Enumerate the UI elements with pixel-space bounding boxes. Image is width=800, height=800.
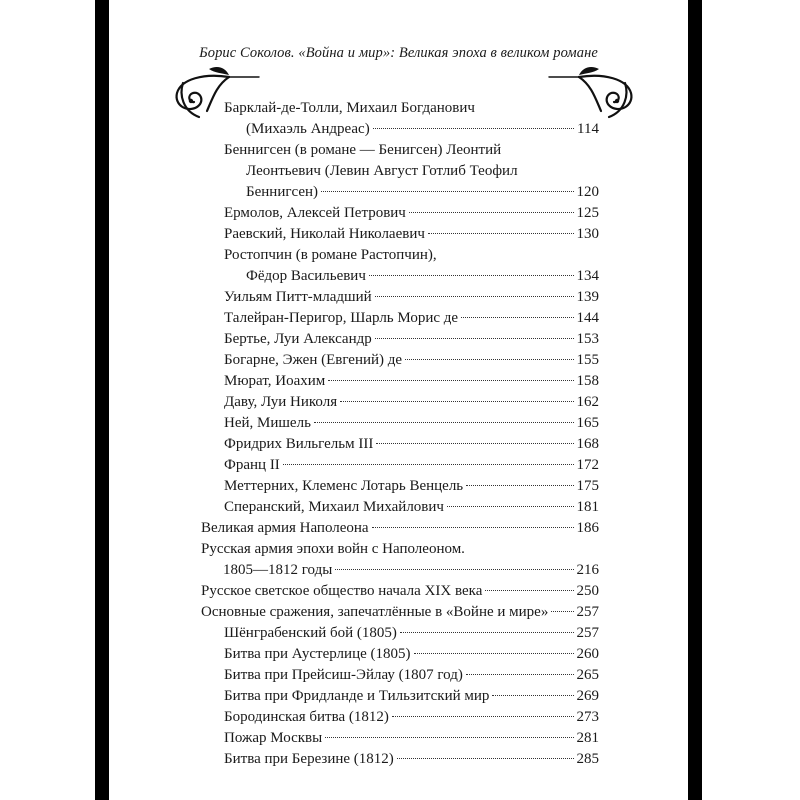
toc-entry-title: Основные сражения, запечатлённые в «Войне и мире» bbox=[201, 604, 549, 620]
toc-page-number: 120 bbox=[576, 184, 599, 200]
toc-page-number: 155 bbox=[576, 352, 599, 368]
toc-entry-title: Великая армия Наполеона bbox=[201, 520, 369, 536]
toc-page-number: 114 bbox=[577, 121, 599, 137]
toc-entry-title: Франц II bbox=[224, 457, 280, 473]
toc-entry-title: Барклай-де-Толли, Михаил Богданович bbox=[224, 100, 475, 116]
toc-entry-title: Бертье, Луи Александр bbox=[224, 331, 372, 347]
toc-entry[interactable] bbox=[201, 581, 599, 602]
toc-entry-title: Талейран-Перигор, Шарль Морис де bbox=[224, 310, 459, 326]
toc-entry[interactable] bbox=[224, 455, 599, 476]
toc-entry[interactable] bbox=[224, 371, 599, 392]
toc-entry-title: Уильям Питт-младший bbox=[224, 289, 372, 305]
toc-entry[interactable] bbox=[224, 287, 599, 308]
toc-entry-title: Бородинская битва (1812) bbox=[224, 709, 389, 725]
toc-entry-title: Беннигсен (в романе — Бенигсен) Леонтий bbox=[224, 142, 502, 158]
toc-entry[interactable] bbox=[224, 203, 599, 224]
toc-entry-title: Битва при Березине (1812) bbox=[224, 751, 394, 767]
toc-page-number: 285 bbox=[576, 751, 599, 767]
toc-page-number: 175 bbox=[576, 478, 599, 494]
dot-leader bbox=[314, 422, 574, 423]
toc-entry[interactable] bbox=[224, 623, 599, 644]
dot-leader bbox=[414, 653, 574, 654]
toc-page-number: 172 bbox=[576, 457, 599, 473]
dot-leader bbox=[397, 758, 574, 759]
right-dark-border bbox=[688, 0, 702, 800]
dot-leader bbox=[461, 317, 573, 318]
toc-page-number: 273 bbox=[576, 709, 599, 725]
left-dark-border bbox=[95, 0, 109, 800]
toc-page-number: 281 bbox=[576, 730, 599, 746]
toc-entry-title: Битва при Аустерлице (1805) bbox=[224, 646, 411, 662]
toc-page-number: 257 bbox=[576, 625, 599, 641]
toc-page-number: 139 bbox=[576, 289, 599, 305]
toc-entry[interactable] bbox=[201, 602, 599, 623]
toc-entry-title: Пожар Москвы bbox=[224, 730, 323, 746]
toc-entry[interactable] bbox=[201, 518, 599, 539]
toc-entry[interactable] bbox=[224, 392, 599, 413]
dot-leader bbox=[325, 737, 573, 738]
toc-entry-title: Фёдор Васильевич bbox=[246, 268, 366, 284]
toc-entry[interactable] bbox=[224, 434, 599, 455]
dot-leader bbox=[328, 380, 573, 381]
toc-page-number: 125 bbox=[576, 205, 599, 221]
dot-leader bbox=[375, 296, 574, 297]
toc-entry-title: Беннигсен) bbox=[246, 184, 319, 200]
toc-entry[interactable] bbox=[224, 749, 599, 770]
dot-leader bbox=[376, 443, 573, 444]
dot-leader bbox=[372, 527, 574, 528]
toc-page-number: 168 bbox=[576, 436, 599, 452]
toc-entry-title: Леонтьевич (Левин Август Готлиб Теофил bbox=[246, 163, 518, 179]
toc-entry-title: Ней, Мишель bbox=[224, 415, 311, 431]
dot-leader bbox=[447, 506, 574, 507]
toc-entry[interactable] bbox=[224, 686, 599, 707]
dot-leader bbox=[283, 464, 574, 465]
toc-entry[interactable] bbox=[224, 497, 599, 518]
toc-page-number: 162 bbox=[576, 394, 599, 410]
toc-entry-title: Раевский, Николай Николаевич bbox=[224, 226, 425, 242]
toc-page-number: 250 bbox=[576, 583, 599, 599]
toc-page-number: 153 bbox=[576, 331, 599, 347]
dot-leader bbox=[551, 611, 573, 612]
dot-leader bbox=[373, 128, 574, 129]
dot-leader bbox=[335, 569, 573, 570]
toc-entry-title: Русская армия эпохи войн с Наполеоном. bbox=[201, 541, 465, 557]
toc-entry[interactable] bbox=[224, 98, 599, 140]
toc-page-number: 130 bbox=[576, 226, 599, 242]
toc-entry-title: Богарне, Эжен (Евгений) де bbox=[224, 352, 403, 368]
toc-page-number: 257 bbox=[576, 604, 599, 620]
dot-leader bbox=[392, 716, 574, 717]
toc-entry-title: Ростопчин (в романе Растопчин), bbox=[224, 247, 437, 263]
toc-entry-title: Шёнграбенский бой (1805) bbox=[224, 625, 397, 641]
toc-entry[interactable] bbox=[224, 644, 599, 665]
running-header: Борис Соколов. «Война и мир»: Великая эпоха в великом романе bbox=[199, 45, 598, 61]
dot-leader bbox=[405, 359, 573, 360]
toc-entry-title: Сперанский, Михаил Михайлович bbox=[224, 499, 444, 515]
dot-leader bbox=[369, 275, 574, 276]
dot-leader bbox=[321, 191, 573, 192]
toc-entry-title: Фридрих Вильгельм III bbox=[224, 436, 374, 452]
toc-entry[interactable] bbox=[224, 476, 599, 497]
toc-page-number: 158 bbox=[576, 373, 599, 389]
toc-entry[interactable] bbox=[201, 539, 599, 581]
dot-leader bbox=[428, 233, 574, 234]
toc-entry-title: Мюрат, Иоахим bbox=[224, 373, 326, 389]
toc-page-number: 181 bbox=[576, 499, 599, 515]
toc-entry[interactable] bbox=[224, 224, 599, 245]
toc-entry[interactable] bbox=[224, 140, 599, 203]
dot-leader bbox=[492, 695, 573, 696]
toc-entry[interactable] bbox=[224, 308, 599, 329]
toc-page-number: 144 bbox=[576, 310, 599, 326]
toc-entry-title: Ермолов, Алексей Петрович bbox=[224, 205, 406, 221]
dot-leader bbox=[466, 674, 574, 675]
dot-leader bbox=[400, 632, 574, 633]
toc-entry-title: (Михаэль Андреас) bbox=[246, 121, 370, 137]
toc-page-number: 260 bbox=[576, 646, 599, 662]
toc-entry[interactable] bbox=[224, 245, 599, 287]
dot-leader bbox=[466, 485, 573, 486]
toc-page-number: 265 bbox=[576, 667, 599, 683]
dot-leader bbox=[485, 590, 573, 591]
book-page bbox=[109, 0, 688, 800]
toc-page-number: 186 bbox=[576, 520, 599, 536]
toc-entry[interactable] bbox=[224, 413, 599, 434]
toc-page-number: 165 bbox=[576, 415, 599, 431]
toc-entry-title: Русское светское общество начала XIX века bbox=[201, 583, 483, 599]
toc-entry[interactable] bbox=[224, 728, 599, 749]
dot-leader bbox=[375, 338, 574, 339]
toc-entry-title: 1805—1812 годы bbox=[223, 562, 333, 578]
toc-entry[interactable] bbox=[224, 707, 599, 728]
toc-page-number: 269 bbox=[576, 688, 599, 704]
toc-entry-title: Битва при Фридланде и Тильзитский мир bbox=[224, 688, 490, 704]
dot-leader bbox=[340, 401, 573, 402]
toc-entry-title: Меттерних, Клеменс Лотарь Венцель bbox=[224, 478, 464, 494]
toc-page-number: 216 bbox=[576, 562, 599, 578]
dot-leader bbox=[409, 212, 574, 213]
toc-entry[interactable] bbox=[224, 329, 599, 350]
toc-entry[interactable] bbox=[224, 665, 599, 686]
toc-page-number: 134 bbox=[576, 268, 599, 284]
toc-entry-title: Битва при Прейсиш-Эйлау (1807 год) bbox=[224, 667, 463, 683]
toc-entry[interactable] bbox=[224, 350, 599, 371]
toc-entry-title: Даву, Луи Николя bbox=[224, 394, 338, 410]
